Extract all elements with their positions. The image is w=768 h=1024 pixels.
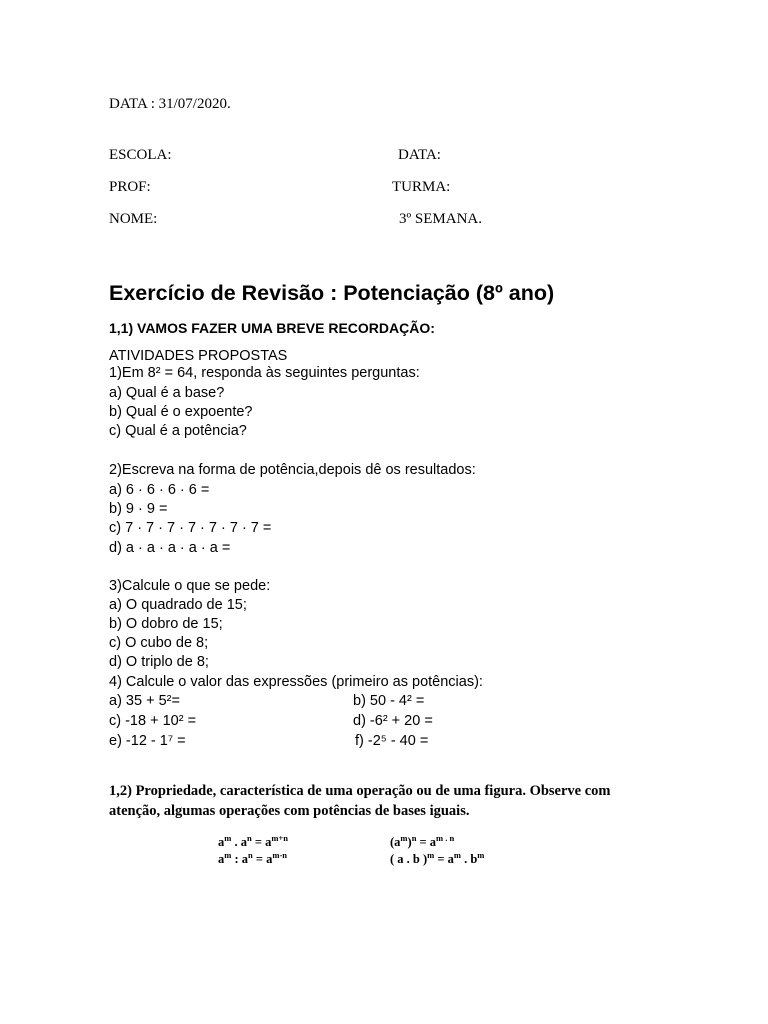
q4-item-a: a) 35 + 5²= xyxy=(109,693,180,709)
formula-exponent: m-n xyxy=(272,850,288,860)
formula-exponent: m xyxy=(427,850,435,860)
formula-operator: : xyxy=(231,852,242,866)
formula-equals: = a xyxy=(416,835,437,849)
formula-base: a xyxy=(218,835,225,849)
formula-exponent: m+n xyxy=(271,833,288,843)
formula-operator: . b xyxy=(460,852,478,866)
formula-exponent: m . n xyxy=(436,833,455,843)
q3-item-d: d) O triplo de 8; xyxy=(109,654,209,670)
semana-label: 3º SEMANA. xyxy=(399,211,482,227)
formula-equals: = xyxy=(252,852,267,866)
q1-item-c: c) Qual é a potência? xyxy=(109,423,247,439)
q4-row-1 xyxy=(109,693,425,709)
formula-exponent: m xyxy=(477,850,485,860)
formula-base: a xyxy=(265,835,272,849)
q3-item-a: a) O quadrado de 15; xyxy=(109,597,247,613)
q3-item-c: c) O cubo de 8; xyxy=(109,635,209,651)
formula-exponent: m xyxy=(453,850,461,860)
q4-item-c: c) -18 + 10² = xyxy=(109,713,197,729)
q4-item-f: f) -2⁵ - 40 = xyxy=(355,733,429,749)
formula-exponent: n xyxy=(246,833,252,843)
formula-power-of-power xyxy=(390,835,454,850)
formula-power-of-product xyxy=(390,852,484,867)
q4-item-b: b) 50 - 4² = xyxy=(353,693,425,709)
formula-equals: = xyxy=(251,835,266,849)
q4-prompt: 4) Calcule o valor das expressões (primeiro as potências): xyxy=(109,674,483,690)
q1-prompt: 1)Em 8² = 64, responda às seguintes perguntas: xyxy=(109,365,420,381)
formula-paren: ) xyxy=(407,835,412,849)
q3-prompt: 3)Calcule o que se pede: xyxy=(109,578,271,594)
formula-exponent: m xyxy=(224,833,232,843)
page-title: Exercício de Revisão : Potenciação (8º ano) xyxy=(109,281,555,305)
formula-exponent: n xyxy=(248,850,253,860)
formula-base: a xyxy=(266,852,273,866)
formula-base: a xyxy=(241,852,249,866)
q2-item-c: c) 7 · 7 · 7 · 7 · 7 · 7 · 7 = xyxy=(109,520,272,536)
q2-item-b: b) 9 · 9 = xyxy=(109,501,168,517)
formula-equals: = a xyxy=(434,852,454,866)
formula-base: (a xyxy=(390,835,401,849)
section-heading-propriedade-line2: atenção, algumas operações com potências de bases iguais. xyxy=(109,803,470,819)
formula-product-same-base xyxy=(218,835,288,850)
q2-item-d: d) a · a · a · a · a = xyxy=(109,540,231,556)
formula-quotient-same-base xyxy=(218,852,287,867)
q1-item-b: b) Qual é o expoente? xyxy=(109,404,253,420)
section-heading-recordacao: 1,1) VAMOS FAZER UMA BREVE RECORDAÇÃO: xyxy=(109,320,435,336)
formula-exponent: m xyxy=(400,833,408,843)
formula-base: a xyxy=(218,852,225,866)
date-line: DATA : 31/07/2020. xyxy=(109,96,231,112)
q4-row-3 xyxy=(109,733,429,749)
turma-label: TURMA: xyxy=(392,179,451,195)
q3-item-b: b) O dobro de 15; xyxy=(109,616,223,632)
section-heading-propriedade-line1: 1,2) Propriedade, característica de uma operação ou de uma figura. Observe com xyxy=(109,783,611,799)
prof-label: PROF: xyxy=(109,179,151,195)
activities-label: ATIVIDADES PROPOSTAS xyxy=(109,348,288,364)
q4-item-d: d) -6² + 20 = xyxy=(353,713,433,729)
q1-item-a: a) Qual é a base? xyxy=(109,385,225,401)
nome-label: NOME: xyxy=(109,211,158,227)
formula-operator: . xyxy=(231,835,241,849)
q2-prompt: 2)Escreva na forma de potência,depois dê os resultados: xyxy=(109,462,476,478)
q4-row-2 xyxy=(109,713,433,729)
q4-item-e: e) -12 - 1⁷ = xyxy=(109,733,186,749)
q2-item-a: a) 6 · 6 · 6 · 6 = xyxy=(109,482,210,498)
data-label: DATA: xyxy=(398,147,441,163)
escola-label: ESCOLA: xyxy=(109,147,172,163)
formula-exponent: m xyxy=(224,850,232,860)
formula-base: ( a . b ) xyxy=(390,852,428,866)
formula-exponent: n xyxy=(411,833,417,843)
formula-base: a xyxy=(240,835,247,849)
